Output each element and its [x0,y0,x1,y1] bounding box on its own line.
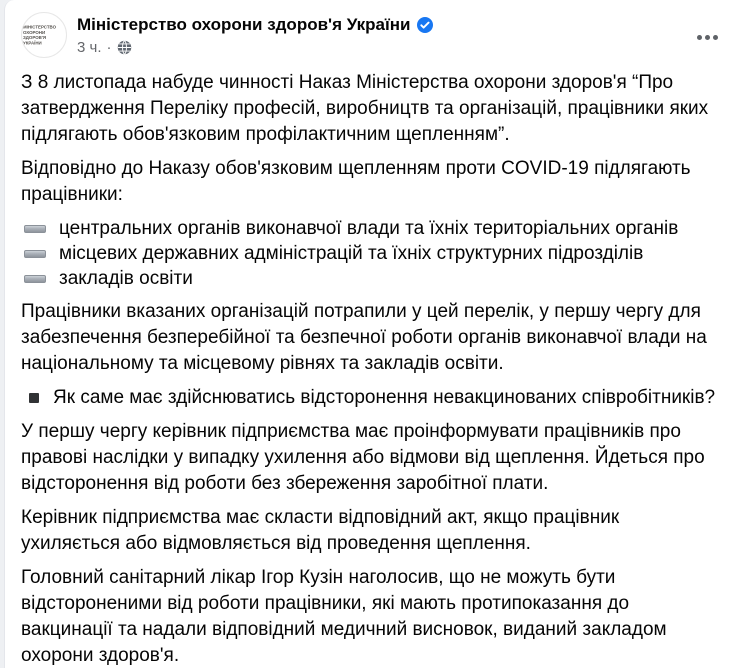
list-item [24,216,722,241]
meta-separator: · [106,39,112,57]
post-options-button[interactable] [690,20,724,54]
post-paragraph: Відповідно до Наказу обов'язковим щепленням проти COVID-19 підлягають працівники: [21,158,691,205]
avatar-text-line: УКРАЇНИ [22,40,42,46]
minus-bar-icon [24,225,46,233]
post-text-body [21,70,722,668]
page-avatar[interactable] [21,12,67,58]
timestamp-link[interactable]: 3 ч. [77,39,102,57]
post-header [21,12,722,58]
minus-bar-icon [24,275,46,283]
list-item [24,241,722,266]
page-name-link[interactable]: Міністерство охорони здоров'я України [77,15,411,34]
black-small-square-icon [29,393,39,403]
ellipsis-dot [705,35,710,40]
list-item [24,266,722,291]
post-paragraph: Працівники вказаних організацій потрапили у цей перелік, у першу чергу для забезпечення безперебійної та безпечної роботи органів виконавчої влади на національному та місцевому рівнях та закладів освіти. [21,301,707,374]
post-paragraph: З 8 листопада набуде чинності Наказ Міністерства охорони здоров'я “Про затвердження Переліку професій, виробництв та організацій, працівники яких підлягають обов'язковим профілактичним щепленням”. [21,72,709,145]
ellipsis-dot [713,35,718,40]
bullet-text: центральних органів виконавчої влади та їхніх територіальних органів [59,217,679,239]
bullet-text: місцевих державних адміністрацій та їхніх структурних підрозділів [59,242,644,264]
bullet-text: закладів освіти [59,267,193,289]
post-paragraph: Керівник підприємства має скласти відповідний акт, якщо працівник ухиляється або відмовляється від проведення щеплення. [21,507,620,554]
post-paragraph: Головний санітарний лікар Ігор Кузін наголосив, що не можуть бути відстороненими від роботи працівники, які мають протипоказання до вакцинації та надали відповідний медичний висновок, виданий закладом охорони здоров'я. [21,567,667,666]
header-text-block [77,12,433,56]
verified-badge-icon [417,17,433,33]
post-meta [77,39,433,56]
ellipsis-dot [697,35,702,40]
avatar-text [23,24,56,45]
question-text: Як саме має здійснюватись відсторонення невакцинованих співробітників? [53,387,716,408]
post-card [4,0,738,668]
public-globe-icon [117,40,132,55]
workers-bullet-list [21,216,722,291]
minus-bar-icon [24,250,46,258]
avatar-text-line: МІНІСТЕРСТВО [22,24,57,30]
avatar-text-line: ЗДОРОВ'Я [22,35,46,40]
question-row [29,385,722,411]
post-paragraph: У першу чергу керівник підприємства має проінформувати працівників про правові наслідки у випадку ухилення або відмови від щеплення. Йдеться про відсторонення від роботи без збереження заробітної плати. [21,421,705,494]
avatar-text-line: ОХОРОНИ [22,29,46,35]
